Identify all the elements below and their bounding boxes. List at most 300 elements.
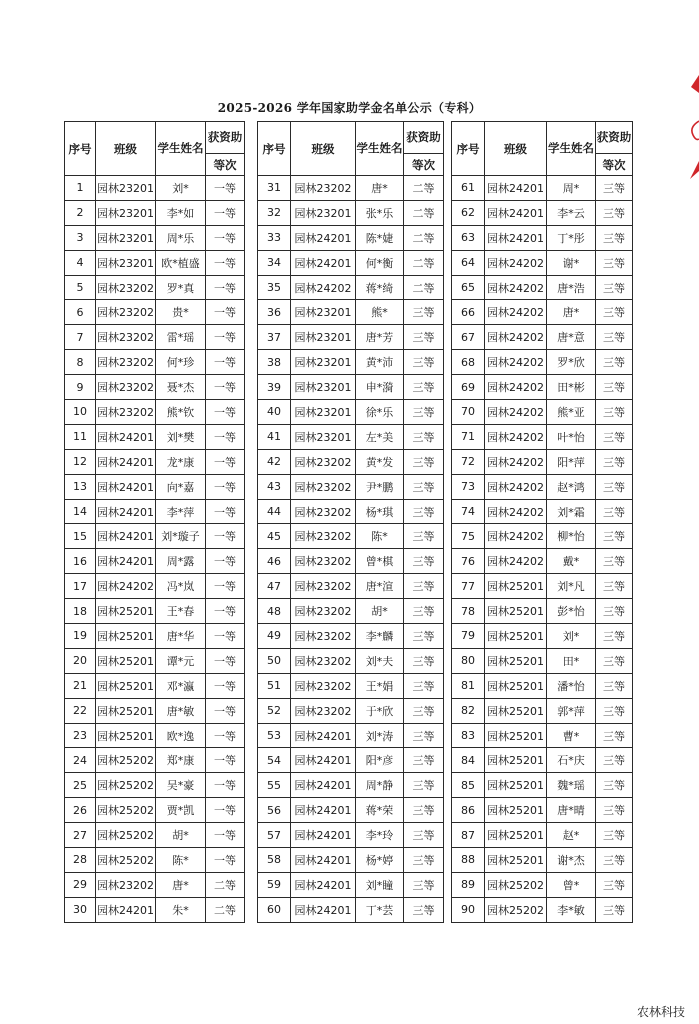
award-level: 三等: [596, 400, 633, 425]
table-row: [258, 449, 444, 474]
table-row: [258, 350, 444, 375]
award-level: 三等: [596, 673, 633, 698]
header-name: 学生姓名: [156, 122, 206, 176]
row-number: 25: [65, 773, 96, 798]
award-level: 三等: [596, 424, 633, 449]
student-name: 谭*元: [156, 648, 206, 673]
student-name: 周*: [547, 176, 596, 201]
student-name: 唐*芳: [356, 325, 404, 350]
award-level: 三等: [596, 375, 633, 400]
award-level: 三等: [596, 176, 633, 201]
header-no: 序号: [452, 122, 485, 176]
class-name: 园林23202: [291, 176, 356, 201]
table-row: [258, 225, 444, 250]
student-name: 雷*瑶: [156, 325, 206, 350]
award-level: 三等: [404, 798, 444, 823]
class-name: 园林24201: [96, 549, 156, 574]
student-name: 蒋*绮: [356, 275, 404, 300]
table-row: [65, 200, 245, 225]
class-name: 园林23201: [291, 400, 356, 425]
class-name: 园林24201: [485, 176, 547, 201]
table-row: [65, 599, 245, 624]
table-row: [258, 325, 444, 350]
row-number: 20: [65, 648, 96, 673]
class-name: 园林23202: [96, 350, 156, 375]
student-name: 唐*意: [547, 325, 596, 350]
table-row: [258, 823, 444, 848]
award-level: 一等: [206, 549, 245, 574]
header-award-bottom: 等次: [404, 154, 444, 176]
row-number: 32: [258, 200, 291, 225]
student-name: 阳*彦: [356, 748, 404, 773]
row-number: 1: [65, 176, 96, 201]
table-row: [452, 200, 633, 225]
award-level: 三等: [404, 474, 444, 499]
table-row: [258, 723, 444, 748]
table-row: [452, 748, 633, 773]
row-number: 10: [65, 400, 96, 425]
student-name: 刘*凡: [547, 574, 596, 599]
student-name: 唐*华: [156, 624, 206, 649]
student-name: 戴*: [547, 549, 596, 574]
row-number: 14: [65, 499, 96, 524]
table-row: [258, 375, 444, 400]
student-name: 彭*怡: [547, 599, 596, 624]
table-row: [258, 574, 444, 599]
row-number: 45: [258, 524, 291, 549]
student-name: 李*玲: [356, 823, 404, 848]
award-level: 一等: [206, 823, 245, 848]
table-row: [258, 200, 444, 225]
award-level: 三等: [596, 325, 633, 350]
row-number: 18: [65, 599, 96, 624]
student-name: 李*麟: [356, 624, 404, 649]
table-row: [65, 748, 245, 773]
table-row: [65, 375, 245, 400]
class-name: 园林23201: [96, 200, 156, 225]
student-name: 熊*亚: [547, 400, 596, 425]
table-row: [452, 250, 633, 275]
student-name: 刘*樊: [156, 424, 206, 449]
student-name: 曾*: [547, 872, 596, 897]
table-row: [65, 848, 245, 873]
table-row: [452, 424, 633, 449]
row-number: 27: [65, 823, 96, 848]
class-name: 园林25202: [96, 798, 156, 823]
row-number: 6: [65, 300, 96, 325]
row-number: 8: [65, 350, 96, 375]
header-class: 班级: [485, 122, 547, 176]
row-number: 84: [452, 748, 485, 773]
student-name: 唐*: [547, 300, 596, 325]
class-name: 园林25201: [485, 848, 547, 873]
row-number: 33: [258, 225, 291, 250]
row-number: 82: [452, 698, 485, 723]
table-row: [452, 698, 633, 723]
row-number: 41: [258, 424, 291, 449]
student-name: 唐*渲: [356, 574, 404, 599]
table-row: [65, 300, 245, 325]
class-name: 园林24201: [291, 848, 356, 873]
student-name: 贾*凯: [156, 798, 206, 823]
table-row: [65, 499, 245, 524]
student-name: 田*: [547, 648, 596, 673]
student-name: 龙*康: [156, 449, 206, 474]
student-name: 尹*鹏: [356, 474, 404, 499]
student-name: 刘*夫: [356, 648, 404, 673]
row-number: 28: [65, 848, 96, 873]
table-row: [65, 524, 245, 549]
table-row: [452, 300, 633, 325]
row-number: 16: [65, 549, 96, 574]
class-name: 园林24201: [291, 250, 356, 275]
class-name: 园林23202: [291, 549, 356, 574]
row-number: 50: [258, 648, 291, 673]
student-name: 刘*霜: [547, 499, 596, 524]
table-row: [258, 872, 444, 897]
student-name: 李*萍: [156, 499, 206, 524]
table-row: [452, 400, 633, 425]
class-name: 园林23202: [96, 325, 156, 350]
student-name: 李*云: [547, 200, 596, 225]
student-name: 周*露: [156, 549, 206, 574]
table-row: [65, 698, 245, 723]
table-row: [452, 624, 633, 649]
class-name: 园林24202: [485, 375, 547, 400]
table-row: [452, 275, 633, 300]
class-name: 园林25201: [485, 748, 547, 773]
table-row: [452, 798, 633, 823]
student-name: 李*敏: [547, 897, 596, 922]
row-number: 52: [258, 698, 291, 723]
table-row: [452, 897, 633, 922]
class-name: 园林24201: [291, 723, 356, 748]
award-level: 二等: [404, 250, 444, 275]
class-name: 园林24202: [485, 300, 547, 325]
award-level: 三等: [596, 549, 633, 574]
student-name: 刘*涛: [356, 723, 404, 748]
award-level: 一等: [206, 449, 245, 474]
student-name: 潘*怡: [547, 673, 596, 698]
award-level: 三等: [596, 300, 633, 325]
table-row: [258, 599, 444, 624]
table-row: [258, 300, 444, 325]
row-number: 78: [452, 599, 485, 624]
row-number: 38: [258, 350, 291, 375]
table-row: [65, 574, 245, 599]
student-name: 李*如: [156, 200, 206, 225]
student-name: 蒋*荣: [356, 798, 404, 823]
row-number: 36: [258, 300, 291, 325]
award-level: 三等: [404, 599, 444, 624]
class-name: 园林25202: [485, 897, 547, 922]
header-award-top: 获资助: [404, 122, 444, 154]
award-level: 三等: [596, 773, 633, 798]
row-number: 29: [65, 872, 96, 897]
watermark-text: 农林科技: [636, 1005, 685, 1019]
row-number: 23: [65, 723, 96, 748]
class-name: 园林25202: [485, 872, 547, 897]
row-number: 24: [65, 748, 96, 773]
student-name: 陈*婕: [356, 225, 404, 250]
row-number: 76: [452, 549, 485, 574]
award-level: 一等: [206, 325, 245, 350]
table-row: [258, 474, 444, 499]
class-name: 园林24202: [96, 574, 156, 599]
row-number: 7: [65, 325, 96, 350]
class-name: 园林25201: [485, 574, 547, 599]
award-level: 二等: [404, 176, 444, 201]
table-row: [65, 624, 245, 649]
class-name: 园林23201: [96, 176, 156, 201]
class-name: 园林23202: [291, 474, 356, 499]
student-name: 曹*: [547, 723, 596, 748]
student-name: 谢*杰: [547, 848, 596, 873]
class-name: 园林25201: [485, 599, 547, 624]
student-name: 魏*瑶: [547, 773, 596, 798]
table-row: [258, 400, 444, 425]
class-name: 园林24202: [485, 524, 547, 549]
row-number: 3: [65, 225, 96, 250]
row-number: 51: [258, 673, 291, 698]
student-name: 唐*敏: [156, 698, 206, 723]
class-name: 园林24201: [291, 773, 356, 798]
table-row: [452, 325, 633, 350]
student-name: 胡*: [156, 823, 206, 848]
student-name: 何*衡: [356, 250, 404, 275]
table-row: [65, 449, 245, 474]
row-number: 80: [452, 648, 485, 673]
award-level: 一等: [206, 574, 245, 599]
student-name: 杨*琪: [356, 499, 404, 524]
row-number: 62: [452, 200, 485, 225]
table-row: [258, 250, 444, 275]
row-number: 90: [452, 897, 485, 922]
student-name: 郑*康: [156, 748, 206, 773]
class-name: 园林23202: [96, 275, 156, 300]
student-name: 陈*: [156, 848, 206, 873]
table-row: [65, 773, 245, 798]
class-name: 园林25201: [96, 599, 156, 624]
class-name: 园林24202: [485, 449, 547, 474]
award-level: 三等: [404, 549, 444, 574]
table-row: [258, 648, 444, 673]
row-number: 5: [65, 275, 96, 300]
class-name: 园林23201: [96, 225, 156, 250]
class-name: 园林23202: [291, 673, 356, 698]
class-name: 园林23201: [291, 325, 356, 350]
class-name: 园林24201: [96, 897, 156, 922]
award-level: 一等: [206, 499, 245, 524]
table-row: [452, 350, 633, 375]
student-name: 田*彬: [547, 375, 596, 400]
row-number: 61: [452, 176, 485, 201]
class-name: 园林23202: [291, 449, 356, 474]
header-name: 学生姓名: [547, 122, 596, 176]
award-level: 三等: [404, 698, 444, 723]
class-name: 园林23201: [291, 300, 356, 325]
class-name: 园林23201: [291, 424, 356, 449]
student-name: 王*娟: [356, 673, 404, 698]
award-level: 一等: [206, 698, 245, 723]
award-level: 一等: [206, 275, 245, 300]
award-level: 一等: [206, 400, 245, 425]
class-name: 园林23202: [291, 524, 356, 549]
table-row: [258, 698, 444, 723]
award-level: 三等: [404, 723, 444, 748]
student-name: 唐*浩: [547, 275, 596, 300]
award-level: 三等: [404, 424, 444, 449]
row-number: 21: [65, 673, 96, 698]
row-number: 88: [452, 848, 485, 873]
row-number: 89: [452, 872, 485, 897]
table-row: [65, 872, 245, 897]
award-level: 一等: [206, 424, 245, 449]
award-level: 三等: [404, 872, 444, 897]
student-name: 朱*: [156, 897, 206, 922]
class-name: 园林23201: [96, 250, 156, 275]
row-number: 30: [65, 897, 96, 922]
award-level: 一等: [206, 599, 245, 624]
table-row: [258, 176, 444, 201]
table-row: [258, 524, 444, 549]
row-number: 56: [258, 798, 291, 823]
row-number: 64: [452, 250, 485, 275]
class-name: 园林23202: [291, 624, 356, 649]
student-name: 邓*瀛: [156, 673, 206, 698]
row-number: 54: [258, 748, 291, 773]
student-name: 何*珍: [156, 350, 206, 375]
table-row: [65, 325, 245, 350]
row-number: 75: [452, 524, 485, 549]
table-row: [65, 400, 245, 425]
table-row: [452, 723, 633, 748]
row-number: 13: [65, 474, 96, 499]
class-name: 园林25202: [96, 823, 156, 848]
row-number: 81: [452, 673, 485, 698]
table-row: [452, 648, 633, 673]
table-row: [258, 499, 444, 524]
row-number: 26: [65, 798, 96, 823]
row-number: 17: [65, 574, 96, 599]
header-award-bottom: 等次: [206, 154, 245, 176]
row-number: 49: [258, 624, 291, 649]
class-name: 园林23202: [291, 574, 356, 599]
row-number: 31: [258, 176, 291, 201]
row-number: 37: [258, 325, 291, 350]
class-name: 园林25201: [485, 698, 547, 723]
student-name: 曾*棋: [356, 549, 404, 574]
class-name: 园林24202: [485, 400, 547, 425]
row-number: 59: [258, 872, 291, 897]
award-level: 三等: [404, 449, 444, 474]
award-level: 三等: [404, 400, 444, 425]
award-level: 三等: [596, 275, 633, 300]
table-row: [65, 424, 245, 449]
award-level: 三等: [596, 474, 633, 499]
award-level: 三等: [596, 872, 633, 897]
class-name: 园林25201: [96, 648, 156, 673]
row-number: 12: [65, 449, 96, 474]
table-row: [65, 823, 245, 848]
award-level: 三等: [596, 599, 633, 624]
student-name: 刘*瞳: [356, 872, 404, 897]
row-number: 63: [452, 225, 485, 250]
class-name: 园林24202: [485, 474, 547, 499]
row-number: 87: [452, 823, 485, 848]
document-title: 2025-2026 学年国家助学金名单公示（专科）: [217, 101, 482, 115]
row-number: 15: [65, 524, 96, 549]
class-name: 园林24201: [291, 823, 356, 848]
class-name: 园林23202: [291, 648, 356, 673]
row-number: 60: [258, 897, 291, 922]
table-row: [65, 549, 245, 574]
class-name: 园林24201: [96, 474, 156, 499]
award-level: 三等: [404, 325, 444, 350]
row-number: 67: [452, 325, 485, 350]
award-level: 二等: [206, 872, 245, 897]
table-row: [452, 474, 633, 499]
table-row: [65, 250, 245, 275]
class-name: 园林25202: [96, 848, 156, 873]
student-name: 贵*: [156, 300, 206, 325]
award-level: 三等: [596, 698, 633, 723]
student-name: 石*庆: [547, 748, 596, 773]
student-name: 陈*: [356, 524, 404, 549]
student-name: 黄*发: [356, 449, 404, 474]
award-level: 三等: [404, 574, 444, 599]
award-level: 三等: [596, 524, 633, 549]
class-name: 园林24202: [291, 275, 356, 300]
table-row: [65, 673, 245, 698]
award-level: 一等: [206, 225, 245, 250]
award-level: 一等: [206, 176, 245, 201]
table-row: [452, 823, 633, 848]
award-level: 三等: [596, 823, 633, 848]
award-level: 三等: [596, 648, 633, 673]
class-name: 园林25201: [96, 698, 156, 723]
award-level: 一等: [206, 250, 245, 275]
award-level: 三等: [596, 624, 633, 649]
award-level: 三等: [404, 375, 444, 400]
row-number: 19: [65, 624, 96, 649]
student-name: 罗*真: [156, 275, 206, 300]
award-level: 三等: [404, 773, 444, 798]
student-name: 丁*彤: [547, 225, 596, 250]
row-number: 43: [258, 474, 291, 499]
row-number: 85: [452, 773, 485, 798]
award-level: 三等: [596, 499, 633, 524]
student-name: 唐*晴: [547, 798, 596, 823]
table-row: [452, 375, 633, 400]
award-level: 三等: [404, 300, 444, 325]
student-name: 刘*: [156, 176, 206, 201]
award-level: 三等: [404, 350, 444, 375]
class-name: 园林25201: [485, 624, 547, 649]
student-name: 唐*: [356, 176, 404, 201]
award-level: 一等: [206, 648, 245, 673]
class-name: 园林24201: [485, 225, 547, 250]
class-name: 园林24201: [96, 424, 156, 449]
student-name: 唐*: [156, 872, 206, 897]
class-name: 园林23202: [291, 599, 356, 624]
student-name: 丁*芸: [356, 897, 404, 922]
row-number: 46: [258, 549, 291, 574]
award-level: 二等: [404, 275, 444, 300]
row-number: 71: [452, 424, 485, 449]
award-level: 三等: [404, 524, 444, 549]
class-name: 园林24201: [291, 897, 356, 922]
